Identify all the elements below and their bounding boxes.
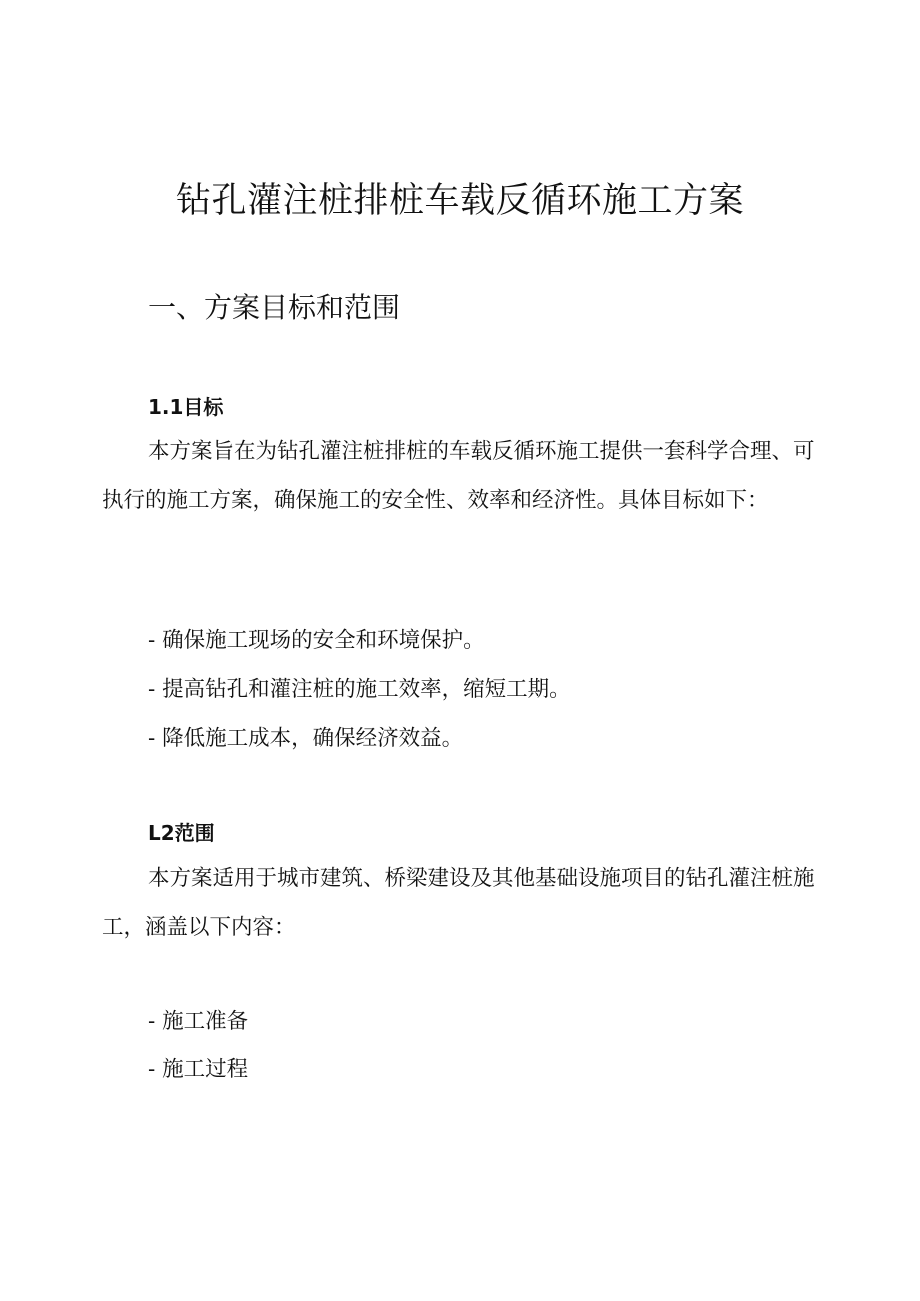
- goal-list-item: - 确保施工现场的安全和环境保护。: [148, 628, 485, 653]
- goal-list-item: - 提高钻孔和灌注桩的施工效率，缩短工期。: [148, 677, 571, 702]
- document-title: 钻孔灌注桩排桩车载反循环施工方案: [175, 181, 744, 221]
- section-heading-goals-scope: 一、方案目标和范围: [148, 291, 401, 324]
- subsection-heading-goal: 1.1目标: [148, 395, 224, 419]
- goal-paragraph: 本方案旨在为钻孔灌注桩排桩的车载反循环施工提供一套科学合理、可执行的施工方案，确保施工的安全性、效率和经济性。具体目标如下：: [102, 439, 815, 513]
- scope-paragraph: 本方案适用于城市建筑、桥梁建设及其他基础设施项目的钻孔灌注桩施工，涵盖以下内容：: [102, 866, 815, 940]
- subsection-heading-scope: L2范围: [148, 821, 215, 845]
- scope-list-item: - 施工准备: [148, 1009, 249, 1034]
- scope-list-item: - 施工过程: [148, 1057, 249, 1082]
- goal-list-item: - 降低施工成本，确保经济效益。: [148, 726, 464, 751]
